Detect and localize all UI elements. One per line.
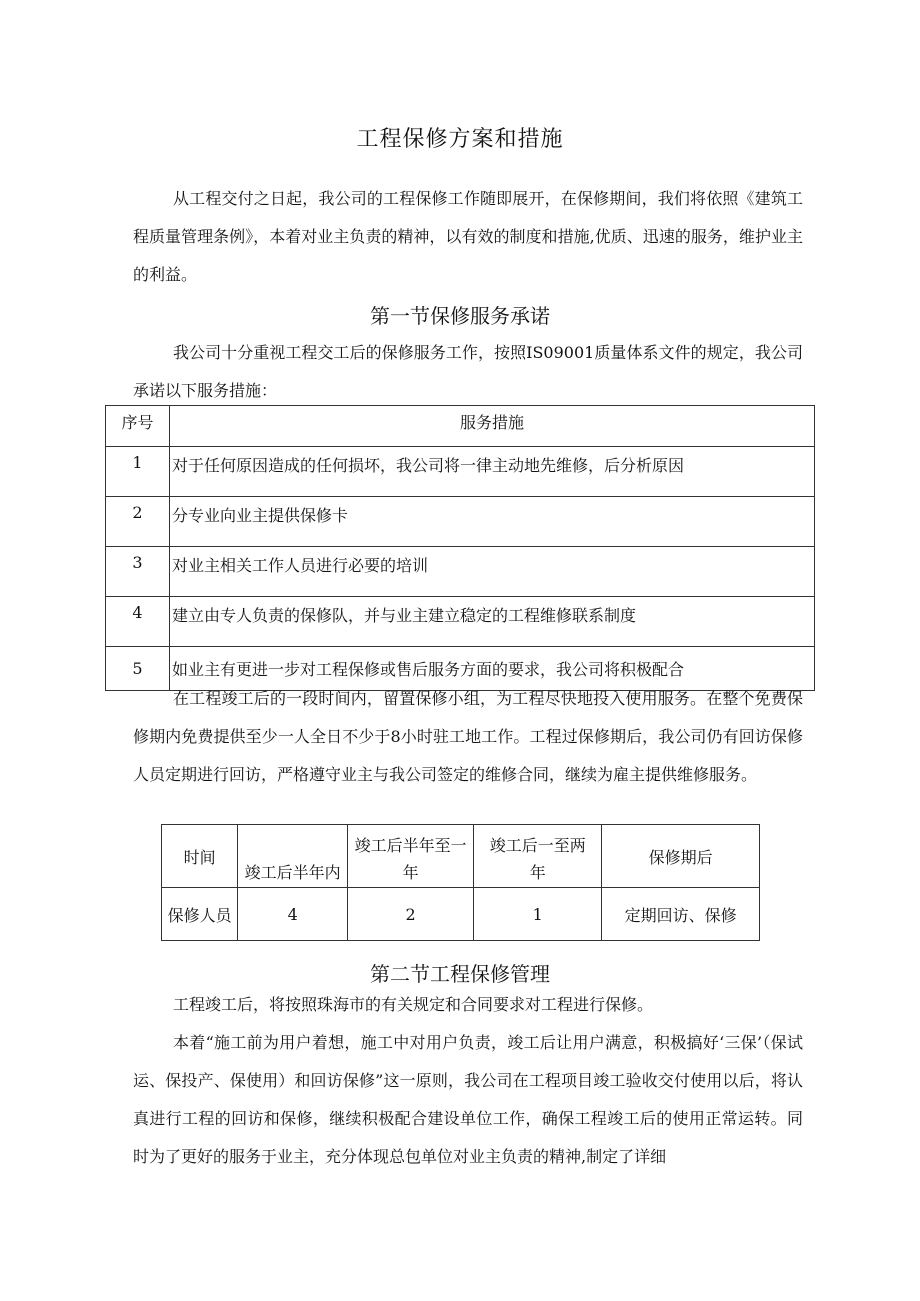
section1-paragraph: 我公司十分重视工程交工后的保修服务工作，按照IS09001质量体系文件的规定，我公司承诺以下服务措施： (133, 343, 803, 400)
table-header-row (106, 406, 815, 447)
table-row (106, 547, 815, 597)
header-period-2 (348, 825, 474, 888)
document-title: 工程保修方案和措施 (356, 127, 564, 152)
row-number: 5 (106, 647, 170, 691)
row-value-3: 1 (474, 888, 602, 941)
row-number: 3 (106, 547, 170, 597)
header-time: 时间 (162, 825, 238, 888)
section1-paragraph-2: 在工程竣工后的一段时间内，留置保修小组，为工程尽快地投入使用服务。在整个免费保修期内免费提供至少一人全日不少于8小时驻工地工作。工程过保修期后，我公司仍有回访保修人员定期进行回访，严格遵守业主与我公司签定的维修合同，继续为雇主提供维修服务。 (133, 689, 803, 784)
header-period-2-line2: 年 (402, 863, 419, 882)
row-number: 1 (106, 447, 170, 497)
table-row (162, 888, 760, 941)
table-row (106, 497, 815, 547)
header-period-1 (238, 825, 348, 888)
header-measures: 服务措施 (170, 406, 815, 447)
header-period-2-line1: 竣工后半年至一 (354, 836, 467, 855)
section2-paragraph-2: 本着“施工前为用户着想，施工中对用户负责，竣工后让用户满意，积极搞好‘三保’（保试运、保投产、保使用）和回访保修”这一原则，我公司在工程项目竣工验收交付使用以后，将认真进行工程的回访和保修，继续积极配合建设单位工作，确保工程竣工后的使用正常运转。同时为了更好的服务于业主，充分体现总包单位对业主负责的精神,制定了详细 (133, 1033, 803, 1166)
section1-heading: 第一节保修服务承诺 (370, 304, 550, 328)
table-row (106, 447, 815, 497)
row-text: 对业主相关工作人员进行必要的培训 (170, 547, 815, 597)
row-number: 4 (106, 597, 170, 647)
table-row (106, 597, 815, 647)
header-period-3 (474, 825, 602, 888)
row-text: 分专业向业主提供保修卡 (170, 497, 815, 547)
row-value-1: 4 (238, 888, 348, 941)
maintenance-staff-table (161, 824, 760, 941)
row-text: 如业主有更进一步对工程保修或售后服务方面的要求，我公司将积极配合 (170, 647, 815, 691)
header-after-warranty: 保修期后 (602, 825, 760, 888)
section2-heading: 第二节工程保修管理 (370, 962, 550, 986)
section2-paragraph-1: 工程竣工后，将按照珠海市的有关规定和合同要求对工程进行保修。 (173, 995, 654, 1014)
row-text: 建立由专人负责的保修队，并与业主建立稳定的工程维修联系制度 (170, 597, 815, 647)
row-number: 2 (106, 497, 170, 547)
row-text: 对于任何原因造成的任何损坏，我公司将一律主动地先维修，后分析原因 (170, 447, 815, 497)
table-header-row (162, 825, 760, 888)
header-period-3-line1: 竣工后一至两 (489, 836, 586, 855)
row-value-4: 定期回访、保修 (602, 888, 760, 941)
header-seq: 序号 (106, 406, 170, 447)
row-label: 保修人员 (162, 888, 238, 941)
row-value-2: 2 (348, 888, 474, 941)
intro-paragraph: 从工程交付之日起，我公司的工程保修工作随即展开，在保修期间，我们将依照《建筑工程质量管理条例》，本着对业主负责的精神，以有效的制度和措施,优质、迅速的服务，维护业主的利益。 (133, 189, 803, 284)
header-period-3-line2: 年 (529, 863, 546, 882)
header-period-1-text: 竣工后半年内 (244, 863, 341, 882)
service-measures-table (105, 405, 815, 691)
